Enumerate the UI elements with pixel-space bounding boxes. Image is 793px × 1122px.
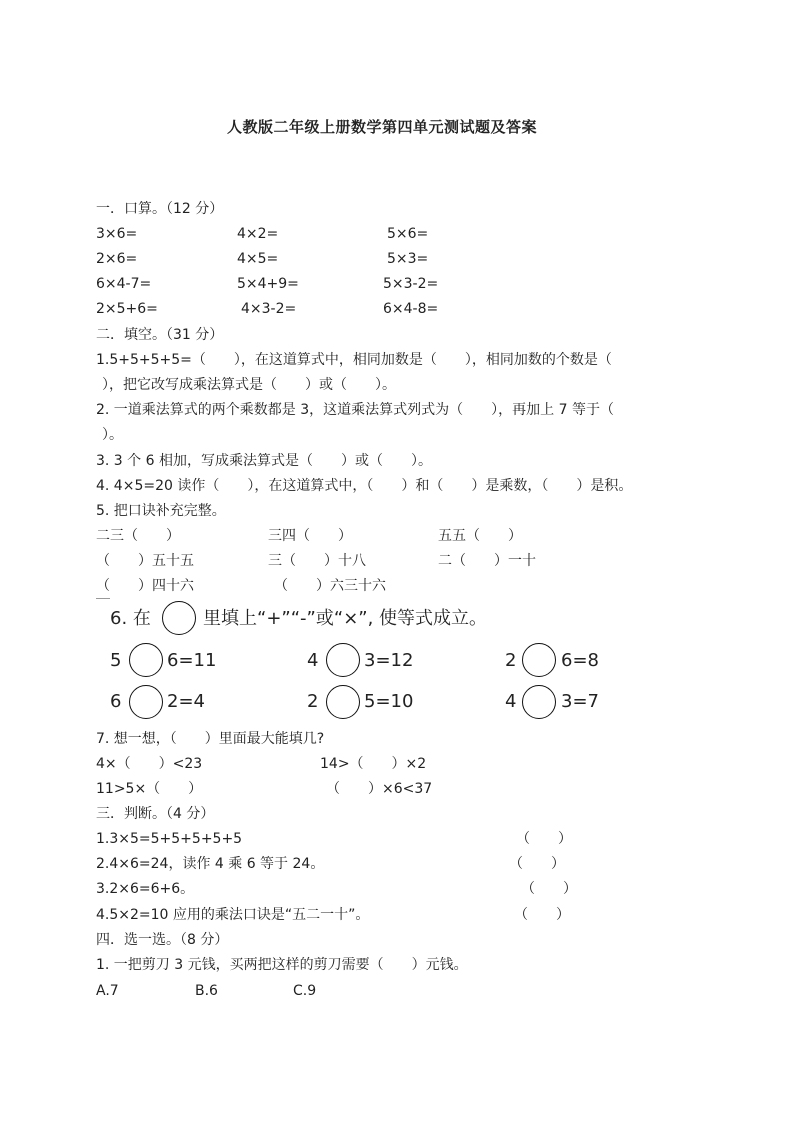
- judge-answer-blank[interactable]: （ ）: [521, 881, 577, 897]
- fill-question-7: 7. 想一想，（ ）里面最大能填几?: [96, 731, 325, 747]
- equation-left: 2: [505, 650, 517, 671]
- fill-question-1-cont: ），把它改写成乘法算式是（ ）或（ ）。: [102, 377, 396, 393]
- rhyme-item: 二（ ）一十: [438, 553, 536, 569]
- answer-circle[interactable]: [522, 685, 556, 719]
- calc-item: 2×5+6=: [96, 301, 158, 317]
- calc-item: 4×3-2=: [241, 301, 297, 317]
- fill-question-6-number: 6. 在: [110, 608, 151, 629]
- fill-question-3: 3. 3 个 6 相加，写成乘法算式是（ ）或（ ）。: [96, 453, 432, 469]
- fill-question-4: 4. 4×5=20 读作（ ），在这道算式中，（ ）和（ ）是乘数，（ ）是积。: [96, 478, 633, 494]
- equation-left: 4: [505, 691, 517, 712]
- section-1-heading: 一．口算。（12 分）: [96, 201, 224, 217]
- rhyme-item: （ ）五十五: [96, 553, 194, 569]
- fill-question-6-text: 里填上“+”“-”或“×”, 使等式成立。: [203, 608, 488, 629]
- answer-circle[interactable]: [326, 643, 360, 677]
- inequality-item: 4×（ ）<23: [96, 756, 203, 772]
- calc-item: 3×6=: [96, 226, 138, 242]
- judge-item: 2.4×6=24，读作 4 乘 6 等于 24。: [96, 856, 325, 872]
- choice-option-c[interactable]: C.9: [293, 983, 317, 999]
- fill-question-5: 5. 把口诀补充完整。: [96, 503, 226, 519]
- fill-question-1: 1.5+5+5+5=（ ），在这道算式中，相同加数是（ ），相同加数的个数是（: [96, 352, 612, 368]
- section-3-heading: 三．判断。（4 分）: [96, 806, 215, 822]
- inequality-item: 14>（ ）×2: [320, 756, 427, 772]
- calc-item: 5×6=: [387, 226, 429, 242]
- rhyme-item: 三四（ ）: [268, 528, 352, 544]
- calc-item: 4×5=: [237, 251, 279, 267]
- equation-left: 4: [307, 650, 319, 671]
- choice-option-b[interactable]: B.6: [195, 983, 218, 999]
- calc-item: 6×4-8=: [383, 301, 439, 317]
- choice-question-1: 1. 一把剪刀 3 元钱，买两把这样的剪刀需要（ ）元钱。: [96, 957, 468, 973]
- fill-question-2: 2. 一道乘法算式的两个乘数都是 3，这道乘法算式列式为（ ），再加上 7 等于（: [96, 402, 614, 418]
- rhyme-item: （ ）六三十六: [274, 578, 386, 594]
- inequality-item: 11>5×（ ）: [96, 781, 203, 797]
- judge-answer-blank[interactable]: （ ）: [516, 831, 572, 847]
- equation-left: 2: [307, 691, 319, 712]
- equation-right: 2=4: [167, 691, 205, 712]
- rhyme-item: 三（ ）十八: [268, 553, 366, 569]
- calc-item: 6×4-7=: [96, 276, 152, 292]
- equation-right: 3=12: [364, 650, 414, 671]
- equation-left: 6: [110, 691, 122, 712]
- choice-option-a[interactable]: A.7: [96, 983, 119, 999]
- fill-question-2-cont: ）。: [102, 427, 123, 443]
- equation-right: 3=7: [561, 691, 599, 712]
- inequality-item: （ ）×6<37: [326, 781, 433, 797]
- section-4-heading: 四．选一选。（8 分）: [96, 932, 229, 948]
- calc-item: 4×2=: [237, 226, 279, 242]
- calc-item: 5×3-2=: [383, 276, 439, 292]
- calc-item: 5×4+9=: [237, 276, 299, 292]
- rhyme-item: 二三（ ）: [96, 528, 180, 544]
- page-title: 人教版二年级上册数学第四单元测试题及答案: [227, 118, 538, 136]
- divider: [96, 598, 110, 599]
- equation-right: 6=11: [167, 650, 217, 671]
- rhyme-item: 五五（ ）: [438, 528, 522, 544]
- judge-item: 1.3×5=5+5+5+5+5: [96, 831, 243, 847]
- answer-circle[interactable]: [129, 643, 163, 677]
- answer-circle[interactable]: [326, 685, 360, 719]
- answer-circle[interactable]: [129, 685, 163, 719]
- judge-item: 3.2×6=6+6。: [96, 881, 195, 897]
- rhyme-item: （ ）四十六: [96, 578, 194, 594]
- section-2-heading: 二．填空。（31 分）: [96, 327, 224, 343]
- calc-item: 2×6=: [96, 251, 138, 267]
- equation-left: 5: [110, 650, 122, 671]
- answer-circle[interactable]: [522, 643, 556, 677]
- judge-item: 4.5×2=10 应用的乘法口诀是“五二一十”。: [96, 907, 370, 923]
- judge-answer-blank[interactable]: （ ）: [509, 856, 565, 872]
- equation-right: 6=8: [561, 650, 599, 671]
- judge-answer-blank[interactable]: （ ）: [514, 907, 570, 923]
- answer-circle[interactable]: [162, 601, 196, 635]
- equation-right: 5=10: [364, 691, 414, 712]
- calc-item: 5×3=: [387, 251, 429, 267]
